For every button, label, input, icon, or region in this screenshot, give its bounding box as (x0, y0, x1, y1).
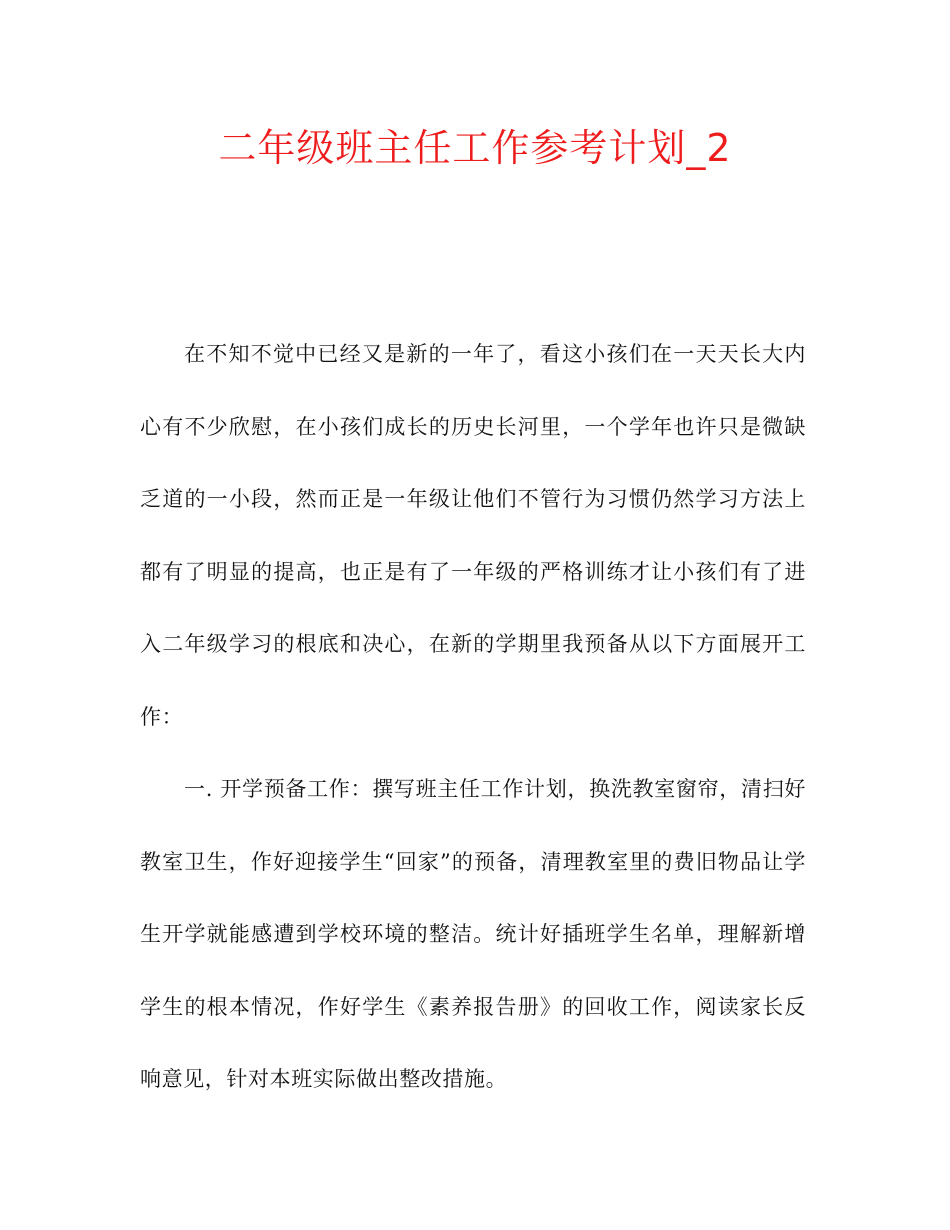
paragraph-preparation: 一. 开学预备工作：撰写班主任工作计划，换洗教室窗帘，清扫好教室卫生，作好迎接学生“回家”的预备，清理教室里的费旧物品让学生开学就能感遭到学校环境的整洁。统计好插班学生名单，理解新增学生的根本情况，作好学生《素养报告册》的回收工作，阅读家长反响意见，针对本班实际做出整改措施。 (140, 777, 806, 1091)
paragraph-intro: 在不知不觉中已经又是新的一年了，看这小孩们在一天天长大内心有不少欣慰，在小孩们成长的历史长河里，一个学年也许只是微缺乏道的一小段，然而正是一年级让他们不管行为习惯仍然学习方法上都有了明显的提高，也正是有了一年级的严格训练才让小孩们有了进入二年级学习的根底和决心，在新的学期里我预备从以下方面展开工作： (140, 342, 806, 729)
document-body (140, 318, 806, 1116)
document-title: 二年级班主任工作参考计划_2 (218, 126, 732, 170)
